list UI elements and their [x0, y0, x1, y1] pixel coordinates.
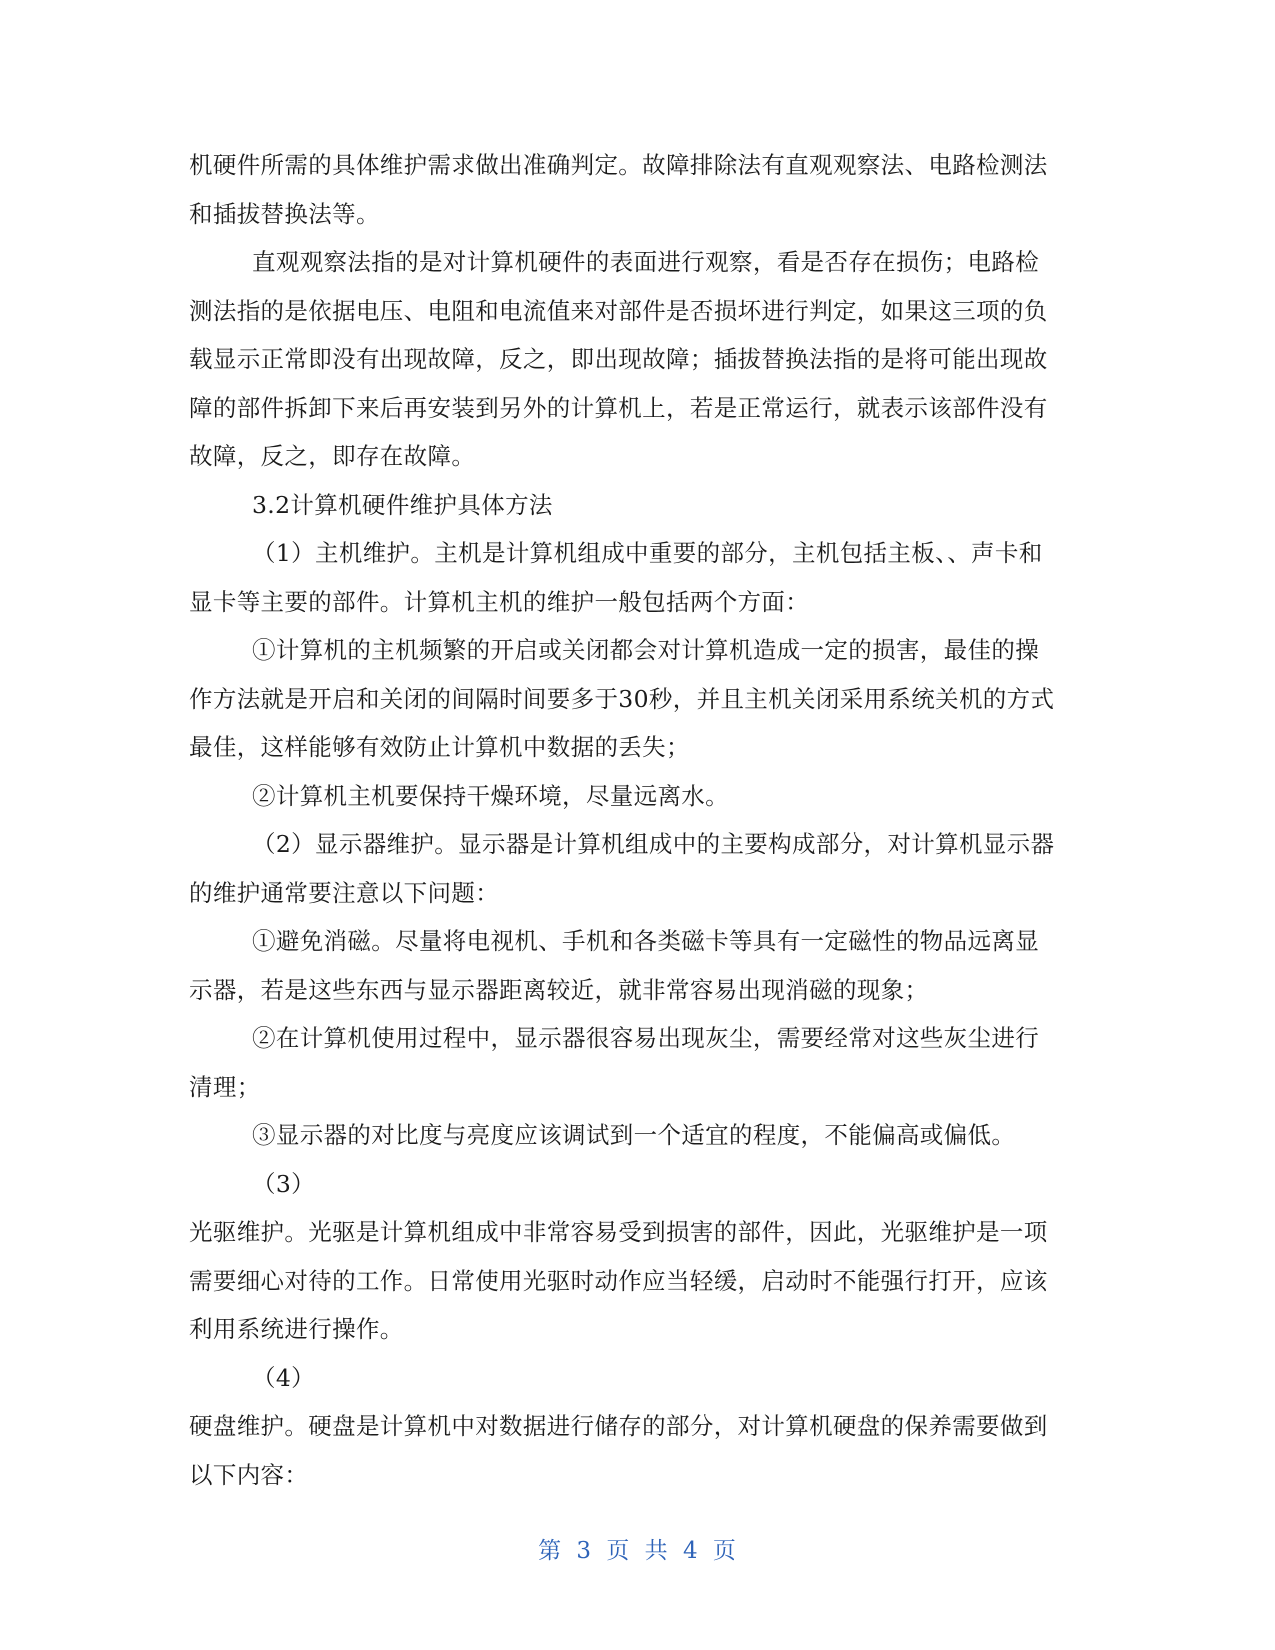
text-line: 机硬件所需的具体维护需求做出准确判定。故障排除法有直观观察法、电路检测法: [189, 151, 1048, 179]
footer-total-word: 页: [712, 1538, 737, 1564]
text-line: ②在计算机使用过程中，显示器很容易出现灰尘，需要经常对这些灰尘进行: [252, 1024, 1040, 1052]
text-line: 直观观察法指的是对计算机硬件的表面进行观察，看是否存在损伤；电路检: [252, 248, 1040, 276]
text-line: 利用系统进行操作。: [189, 1315, 404, 1343]
text-line: 显卡等主要的部件。计算机主机的维护一般包括两个方面：: [189, 587, 810, 616]
footer-page-prefix: 第: [538, 1538, 563, 1564]
text-line: 最佳，这样能够有效防止计算机中数据的丢失；: [189, 733, 690, 761]
text-line: （2）显示器维护。显示器是计算机组成中的主要构成部分，对计算机显示器: [252, 830, 1055, 858]
text-line: 载显示正常即没有出现故障，反之，即出现故障；插拔替换法指的是将可能出现故: [189, 345, 1048, 373]
text-line: （1）主机维护。主机是计算机组成中重要的部分，主机包括主板、、声卡和: [252, 539, 1043, 567]
text-line: 以下内容：: [189, 1460, 309, 1489]
text-line: ①计算机的主机频繁的开启或关闭都会对计算机造成一定的损害，最佳的操: [252, 636, 1040, 664]
document-body: [189, 141, 1089, 1499]
text-line: ②计算机主机要保持干燥环境，尽量远离水。: [252, 781, 729, 810]
text-line: （3）: [252, 1169, 316, 1198]
text-line: 的维护通常要注意以下问题：: [189, 878, 500, 907]
text-line: （4）: [252, 1363, 316, 1392]
text-line: 清理；: [189, 1072, 261, 1101]
text-line: 和插拔替换法等。: [189, 199, 380, 228]
footer-total-pages: 4: [682, 1538, 699, 1564]
text-line: 测法指的是依据电压、电阻和电流值来对部件是否损坏进行判定，如果这三项的负: [189, 296, 1048, 325]
text-line: 光驱维护。光驱是计算机组成中非常容易受到损害的部件，因此，光驱维护是一项: [189, 1218, 1048, 1246]
text-line: 3.2计算机硬件维护具体方法: [252, 490, 553, 519]
page-footer: [0, 1532, 1275, 1565]
text-line: 作方法就是开启和关闭的间隔时间要多于30秒，并且主机关闭采用系统关机的方式: [189, 684, 1055, 713]
footer-page-word: 页: [606, 1538, 631, 1564]
text-line: 需要细心对待的工作。日常使用光驱时动作应当轻缓，启动时不能强行打开，应该: [189, 1266, 1048, 1295]
text-line: 硬盘维护。硬盘是计算机中对数据进行储存的部分，对计算机硬盘的保养需要做到: [189, 1412, 1048, 1440]
footer-total-prefix: 共: [644, 1538, 669, 1564]
text-line: ③显示器的对比度与亮度应该调试到一个适宜的程度，不能偏高或偏低。: [252, 1121, 1016, 1149]
text-line: ①避免消磁。尽量将电视机、手机和各类磁卡等具有一定磁性的物品远离显: [252, 927, 1040, 955]
footer-page-number: 3: [576, 1538, 593, 1564]
text-line: 故障，反之，即存在故障。: [189, 442, 476, 470]
text-line: 障的部件拆卸下来后再安装到另外的计算机上，若是正常运行，就表示该部件没有: [189, 393, 1048, 422]
text-line: 示器，若是这些东西与显示器距离较近，就非常容易出现消磁的现象；: [189, 975, 929, 1004]
